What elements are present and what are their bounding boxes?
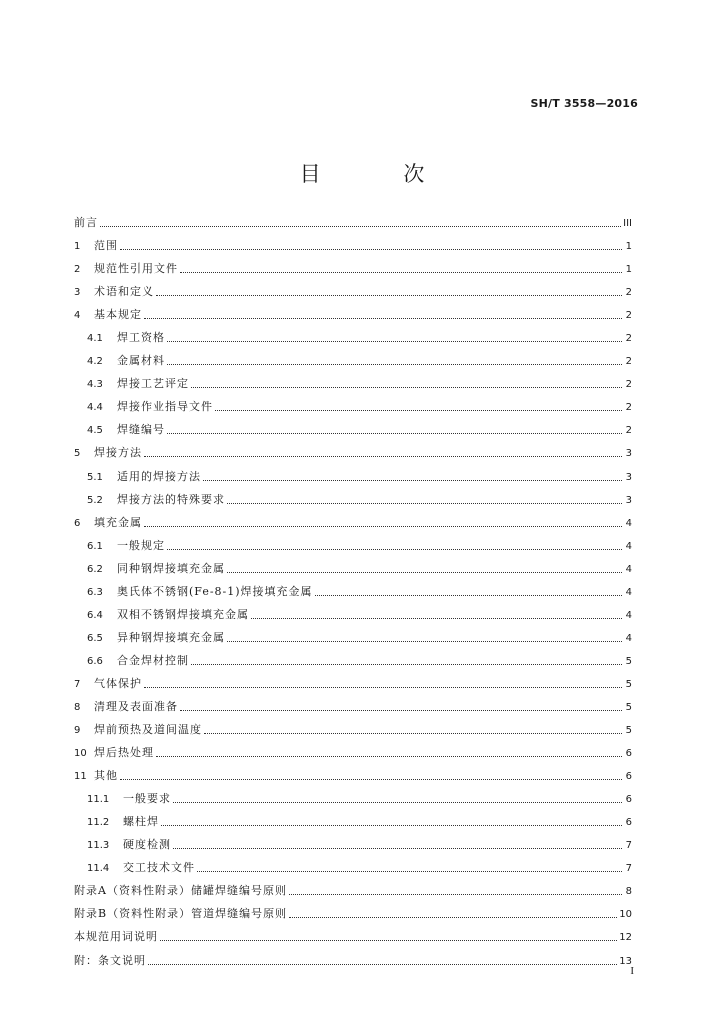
- toc-leader-dots: [227, 503, 622, 504]
- toc-entry-number: 1: [74, 241, 81, 253]
- toc-entry-number: 5.1: [87, 471, 103, 483]
- toc-entry-page: 2: [625, 287, 632, 299]
- toc-entry-title: 焊后热处理: [94, 746, 154, 760]
- toc-entry-page: 2: [625, 425, 632, 437]
- toc-entry[interactable]: [74, 672, 632, 695]
- toc-entry-page: 2: [625, 333, 632, 345]
- toc-entry-title: 奥氏体不锈钢(Fe-8-1)焊接填充金属: [117, 584, 313, 598]
- toc-entry[interactable]: [74, 349, 632, 372]
- toc-entry-page: 2: [625, 379, 632, 391]
- toc-entry-page: 5: [625, 701, 632, 713]
- toc-entry-page: 5: [625, 725, 632, 737]
- toc-leader-dots: [144, 526, 622, 527]
- toc-entry[interactable]: [74, 949, 632, 972]
- toc-entry-title: 焊前预热及道间温度: [94, 723, 202, 737]
- toc-leader-dots: [203, 480, 622, 481]
- toc-leader-dots: [197, 871, 622, 872]
- toc-entry-page: 2: [625, 402, 632, 414]
- toc-entry[interactable]: [74, 902, 632, 925]
- standard-number: SH/T 3558—2016: [530, 97, 638, 110]
- toc-entry[interactable]: [74, 557, 632, 580]
- toc-entry-number: 4.4: [87, 402, 103, 414]
- toc-entry-title: 一般规定: [117, 538, 165, 552]
- toc-entry[interactable]: [74, 372, 632, 395]
- toc-entry[interactable]: [74, 418, 632, 441]
- toc-entry-page: 3: [625, 471, 632, 483]
- toc-entry-title: 一般要求: [123, 792, 171, 806]
- toc-entry-title: 其他: [94, 769, 118, 783]
- toc-leader-dots: [156, 295, 622, 296]
- toc-entry[interactable]: [74, 303, 632, 326]
- toc-leader-dots: [180, 710, 622, 711]
- page-title: 目 次: [299, 162, 463, 186]
- toc-entry-number: 4: [74, 310, 81, 322]
- toc-entry-page: 13: [619, 955, 632, 967]
- toc-entry-number: 6.1: [87, 540, 103, 552]
- toc-entry-page: 3: [625, 448, 632, 460]
- toc-entry-page: 2: [625, 310, 632, 322]
- toc-entry[interactable]: [74, 257, 632, 280]
- toc-entry-number: 4.2: [87, 356, 103, 368]
- toc-entry-title: 硬度检测: [123, 838, 171, 852]
- toc-leader-dots: [191, 387, 622, 388]
- toc-entry[interactable]: [74, 718, 632, 741]
- toc-entry-page: 6: [625, 771, 632, 783]
- toc-entry-page: 10: [619, 909, 632, 921]
- toc-entry-title: 范围: [94, 239, 118, 253]
- toc-leader-dots: [289, 894, 622, 895]
- toc-entry-page: 6: [625, 748, 632, 760]
- toc-entry-title: 附：条文说明: [74, 953, 146, 967]
- toc-entry-number: 4.1: [87, 333, 103, 345]
- toc-entry[interactable]: [74, 764, 632, 787]
- toc-entry[interactable]: [74, 833, 632, 856]
- toc-entry-title: 双相不锈钢焊接填充金属: [117, 607, 249, 621]
- toc-entry-title: 基本规定: [94, 308, 142, 322]
- toc-entry-page: 4: [625, 586, 632, 598]
- toc-entry-number: 8: [74, 701, 81, 713]
- toc-leader-dots: [167, 433, 622, 434]
- table-of-contents: [74, 211, 632, 972]
- toc-entry-title: 合金焊材控制: [117, 653, 189, 667]
- toc-entry[interactable]: [74, 741, 632, 764]
- toc-entry[interactable]: [74, 879, 632, 902]
- toc-entry[interactable]: [74, 488, 632, 511]
- toc-entry-number: 2: [74, 264, 81, 276]
- toc-leader-dots: [227, 641, 622, 642]
- toc-entry-number: 6.5: [87, 632, 103, 644]
- toc-entry-number: 6.2: [87, 563, 103, 575]
- toc-entry[interactable]: [74, 695, 632, 718]
- toc-leader-dots: [173, 802, 622, 803]
- toc-entry-page: 6: [625, 817, 632, 829]
- toc-entry-page: 12: [619, 932, 632, 944]
- toc-entry-title: 焊接方法: [94, 446, 142, 460]
- toc-leader-dots: [161, 825, 622, 826]
- toc-leader-dots: [315, 595, 622, 596]
- toc-entry-number: 6: [74, 517, 81, 529]
- toc-entry-title: 附录A（资料性附录）储罐焊缝编号原则: [74, 884, 287, 898]
- toc-entry-title: 清理及表面准备: [94, 699, 178, 713]
- toc-entry-page: 3: [625, 494, 632, 506]
- toc-entry-number: 6.6: [87, 655, 103, 667]
- toc-leader-dots: [156, 756, 622, 757]
- toc-entry-page: 4: [625, 517, 632, 529]
- toc-leader-dots: [167, 549, 622, 550]
- toc-entry-number: 4.5: [87, 425, 103, 437]
- toc-entry-title: 填充金属: [94, 515, 142, 529]
- toc-leader-dots: [160, 940, 617, 941]
- toc-leader-dots: [215, 410, 622, 411]
- toc-entry-page: 5: [625, 655, 632, 667]
- toc-entry[interactable]: [74, 649, 632, 672]
- toc-leader-dots: [204, 733, 622, 734]
- toc-leader-dots: [120, 249, 622, 250]
- toc-leader-dots: [289, 917, 617, 918]
- toc-entry-title: 前言: [74, 216, 98, 229]
- toc-entry-number: 11.3: [87, 840, 110, 852]
- toc-entry-title: 焊接作业指导文件: [117, 400, 213, 414]
- toc-entry-title: 异种钢焊接填充金属: [117, 630, 225, 644]
- toc-entry[interactable]: [74, 280, 632, 303]
- toc-entry-number: 6.3: [87, 586, 103, 598]
- toc-entry-page: 2: [625, 356, 632, 368]
- toc-entry-number: 4.3: [87, 379, 103, 391]
- toc-entry-title: 金属材料: [117, 354, 165, 368]
- toc-leader-dots: [173, 848, 622, 849]
- toc-entry[interactable]: [74, 603, 632, 626]
- toc-leader-dots: [180, 272, 622, 273]
- toc-entry[interactable]: [74, 395, 632, 418]
- toc-entry-title: 附录B（资料性附录）管道焊缝编号原则: [74, 907, 288, 921]
- toc-leader-dots: [120, 779, 622, 780]
- toc-entry-number: 5: [74, 448, 81, 460]
- toc-entry-page: 7: [625, 840, 632, 852]
- toc-entry[interactable]: [74, 511, 632, 534]
- toc-entry-page: 7: [625, 863, 632, 875]
- toc-entry-page: III: [623, 218, 632, 229]
- toc-entry[interactable]: [74, 810, 632, 833]
- toc-entry-title: 焊接方法的特殊要求: [117, 492, 225, 506]
- toc-entry-title: 焊接工艺评定: [117, 377, 189, 391]
- toc-entry-title: 规范性引用文件: [94, 262, 178, 276]
- toc-entry-title: 同种钢焊接填充金属: [117, 561, 225, 575]
- toc-entry-page: 1: [625, 241, 632, 253]
- toc-entry[interactable]: [74, 211, 632, 234]
- toc-entry-page: 4: [625, 609, 632, 621]
- toc-leader-dots: [167, 364, 622, 365]
- page-number: I: [630, 965, 634, 977]
- toc-entry-title: 交工技术文件: [123, 861, 195, 875]
- toc-leader-dots: [100, 226, 621, 227]
- toc-leader-dots: [191, 664, 622, 665]
- toc-entry[interactable]: [74, 441, 632, 464]
- toc-entry-number: 11: [74, 771, 87, 783]
- toc-entry[interactable]: [74, 465, 632, 488]
- toc-entry-title: 气体保护: [94, 676, 142, 690]
- toc-entry-number: 11.2: [87, 817, 110, 829]
- toc-leader-dots: [251, 618, 622, 619]
- toc-entry[interactable]: [74, 626, 632, 649]
- toc-entry-title: 焊工资格: [117, 331, 165, 345]
- toc-leader-dots: [227, 572, 622, 573]
- toc-entry[interactable]: [74, 580, 632, 603]
- toc-entry[interactable]: [74, 925, 632, 948]
- toc-entry-title: 本规范用词说明: [74, 930, 158, 944]
- toc-entry-number: 10: [74, 748, 87, 760]
- toc-entry-title: 焊缝编号: [117, 423, 165, 437]
- toc-entry[interactable]: [74, 326, 632, 349]
- toc-leader-dots: [144, 456, 622, 457]
- toc-entry-page: 4: [625, 563, 632, 575]
- toc-leader-dots: [144, 318, 622, 319]
- toc-entry[interactable]: [74, 787, 632, 810]
- toc-entry-page: 4: [625, 540, 632, 552]
- toc-entry-page: 8: [625, 886, 632, 898]
- toc-entry-title: 螺柱焊: [123, 815, 159, 829]
- toc-entry-page: 6: [625, 794, 632, 806]
- toc-entry-number: 11.1: [87, 794, 110, 806]
- toc-entry-title: 适用的焊接方法: [117, 469, 201, 483]
- toc-entry-number: 5.2: [87, 494, 103, 506]
- toc-entry[interactable]: [74, 234, 632, 257]
- toc-entry-page: 1: [625, 264, 632, 276]
- toc-entry-number: 11.4: [87, 863, 110, 875]
- toc-entry-title: 术语和定义: [94, 285, 154, 299]
- toc-leader-dots: [144, 687, 622, 688]
- toc-entry[interactable]: [74, 534, 632, 557]
- toc-entry-number: 6.4: [87, 609, 103, 621]
- toc-entry-number: 3: [74, 287, 81, 299]
- toc-leader-dots: [148, 964, 617, 965]
- toc-entry[interactable]: [74, 856, 632, 879]
- toc-entry-number: 7: [74, 678, 81, 690]
- toc-leader-dots: [167, 341, 622, 342]
- toc-entry-page: 5: [625, 678, 632, 690]
- toc-entry-number: 9: [74, 725, 81, 737]
- toc-entry-page: 4: [625, 632, 632, 644]
